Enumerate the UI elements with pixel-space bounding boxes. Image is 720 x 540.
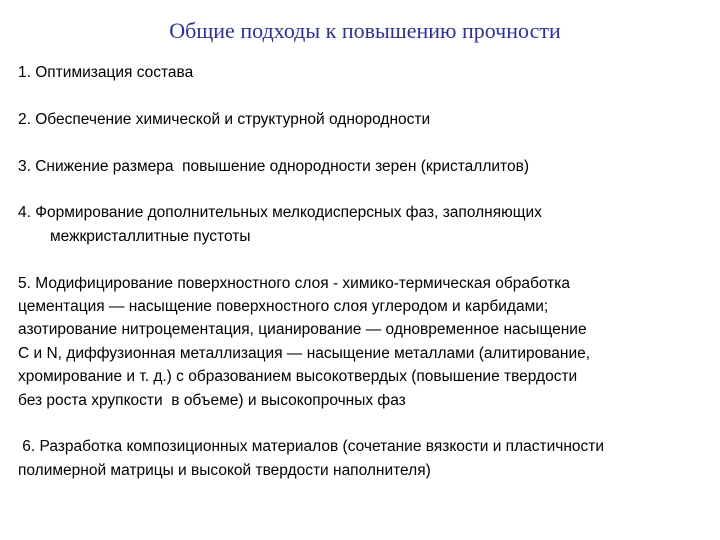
item-4-line-2: межкристаллитные пустоты xyxy=(50,227,251,245)
item-6-line-1: 6. Разработка композиционных материалов (сочетание вязкости и пластичности xyxy=(18,438,605,456)
blank-line xyxy=(18,178,718,201)
item-2-line-1: 2. Обеспечение химической и структурной однородности xyxy=(18,110,431,128)
item-5-line-5: хромирование и т. д.) с образованием высокотвердых (повышение твердости xyxy=(18,368,578,386)
item-3-line-1: 3. Снижение размера повышение однородности зерен (кристаллитов) xyxy=(18,157,529,175)
item-5-line-2: цементация — насыщение поверхностного слоя углеродом и карбидами; xyxy=(18,298,549,315)
item-4-line-1: 4. Формирование дополнительных мелкодисперсных фаз, заполняющих xyxy=(18,204,542,222)
blank-line xyxy=(18,84,718,107)
blank-line xyxy=(18,412,718,435)
list-item-6 xyxy=(18,435,718,482)
item-1-line-1: 1. Оптимизация состава xyxy=(18,64,194,81)
item-6-line-2: полимерной матрицы и высокой твердости наполнителя) xyxy=(18,461,431,479)
item-5-line-1: 5. Модифицирование поверхностного слоя - химико-термическая обработка xyxy=(18,274,570,292)
list-item-3 xyxy=(18,155,718,178)
item-5-line-3: азотирование нитроцементация, цианирование — одновременное насыщение xyxy=(18,321,587,339)
list-item-5 xyxy=(18,272,718,412)
list-item-2 xyxy=(18,108,718,131)
item-5-line-6: без роста хрупкости в объеме) и высокопрочных фаз xyxy=(18,391,406,409)
list-item-1 xyxy=(18,61,718,84)
blank-line xyxy=(18,248,718,271)
slide-content xyxy=(18,61,718,482)
slide-title: Общие подходы к повышению прочности xyxy=(169,18,561,43)
item-5-line-4: С и N, диффузионная металлизация — насыщение металлами (алитирование, xyxy=(18,344,591,362)
list-item-4 xyxy=(18,201,718,248)
blank-line xyxy=(18,131,718,154)
